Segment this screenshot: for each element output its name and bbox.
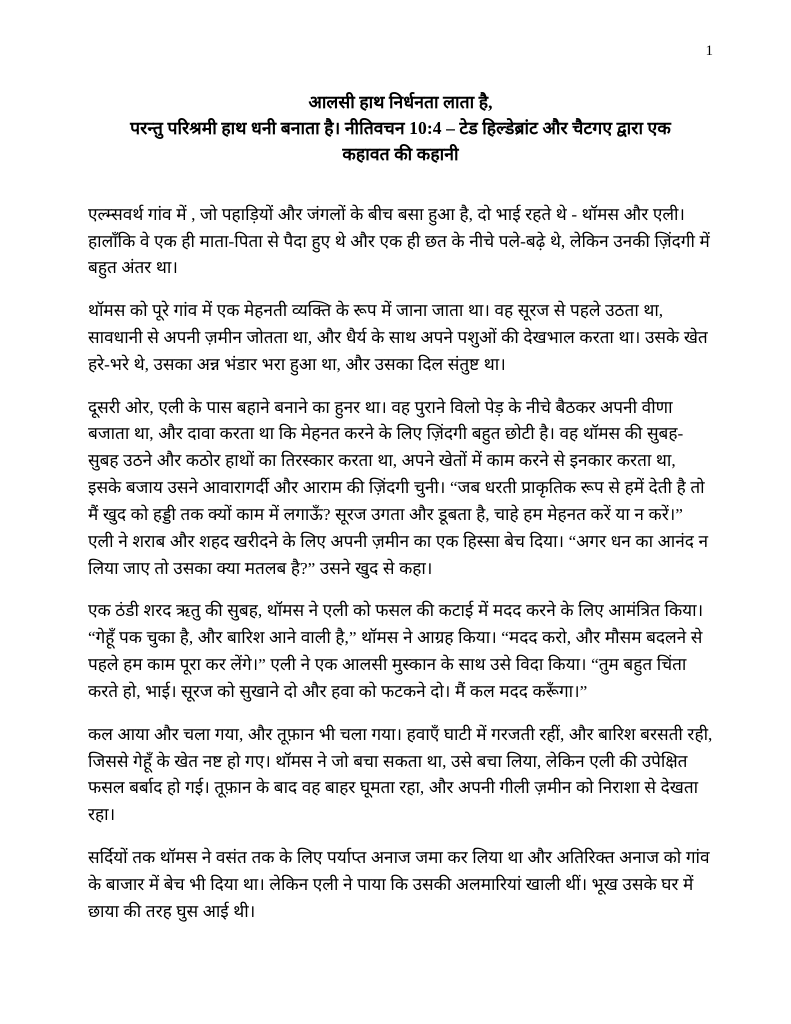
paragraph: थॉमस को पूरे गांव में एक मेहनती व्यक्ति के रूप में जाना जाता था। वह सूरज से पहले उठता था, सावधानी से अपनी ज़मीन जोतता था, और धैर्य के साथ अपने पशुओं की देखभाल करता था। उसके खेत हरे-भरे थे, उसका अन्न भंडार भरा हुआ था, और उसका दिल संतुष्ट था। — [88, 301, 708, 374]
paragraph: दूसरी ओर, एली के पास बहाने बनाने का हुनर था। वह पुराने विलो पेड़ के नीचे बैठकर अपनी वीणा बजाता था, और दावा करता था कि मेहनत करने के लिए ज़िंदगी बहुत छोटी है। वह थॉमस की सुबह-सुबह उठने और कठोर हाथों का तिरस्कार करता था, अपने खेतों में काम करने से इनकार करता था, इसके बजाय उसने आवारागर्दी और आराम की ज़िंदगी चुनी। “जब धरती प्राकृतिक रूप से हमें देती है तो मैं खुद को हड्डी तक क्यों काम में लगाऊँ? सूरज उगता और डूबता है, चाहे हम मेहनत करें या न करें।” एली ने शराब और शहद खरीदने के लिए अपनी ज़मीन का एक हिस्सा बेच दिया। “अगर धन का आनंद न लिया जाए तो उसका क्या मतलब है?” उसने खुद से कहा। — [88, 397, 709, 578]
paragraph: एल्म्सवर्थ गांव में , जो पहाड़ियों और जंगलों के बीच बसा हुआ है, दो भाई रहते थे - थॉमस और एली। हालाँकि वे एक ही माता-पिता से पैदा हुए थे और एक ही छत के नीचे पले-बढ़े थे, लेकिन उनकी ज़िंदगी में बहुत अंतर था। — [88, 204, 710, 278]
page-title — [88, 90, 713, 168]
title-line-3: कहावत की कहानी — [342, 143, 459, 164]
paragraph: एक ठंडी शरद ऋतु की सुबह, थॉमस ने एली को फसल की कटाई में मदद करने के लिए आमंत्रित किया। “गेहूँ पक चुका है, और बारिश आने वाली है,” थॉमस ने आग्रह किया। “मदद करो, और मौसम बदलने से पहले हम काम पूरा कर लेंगे।” एली ने एक आलसी मुस्कान के साथ उसे विदा किया। “तुम बहुत चिंता करते हो, भाई। सूरज को सुखाने दो और हवा को फटकने दो। मैं कल मदद करूँगा।” — [88, 601, 704, 701]
document-body — [88, 202, 713, 926]
page-number: 1 — [705, 43, 713, 59]
title-line-1: आलसी हाथ निर्धनता लाता है, — [308, 92, 493, 112]
paragraph: कल आया और चला गया, और तूफ़ान भी चला गया। हवाएँ घाटी में गरजती रहीं, और बारिश बरसती रही, जिससे गेहूँ के खेत नष्ट हो गए। थॉमस ने जो बचा सकता था, उसे बचा लिया, लेकिन एली की उपेक्षित फसल बर्बाद हो गई। तूफ़ान के बाद वह बाहर घूमता रहा, और अपनी गीली ज़मीन को निराशा से देखता रहा। — [88, 724, 713, 825]
paragraph: सर्दियों तक थॉमस ने वसंत तक के लिए पर्याप्त अनाज जमा कर लिया था और अतिरिक्त अनाज को गांव के बाजार में बेच भी दिया था। लेकिन एली ने पाया कि उसकी अलमारियां खाली थीं। भूख उसके घर में छाया की तरह घुस आई थी। — [88, 848, 710, 921]
title-line-2: परन्तु परिश्रमी हाथ धनी बनाता है। नीतिवचन 10:4 – टेड हिल्डेब्रांट और चैटगए द्वारा एक — [130, 117, 671, 138]
